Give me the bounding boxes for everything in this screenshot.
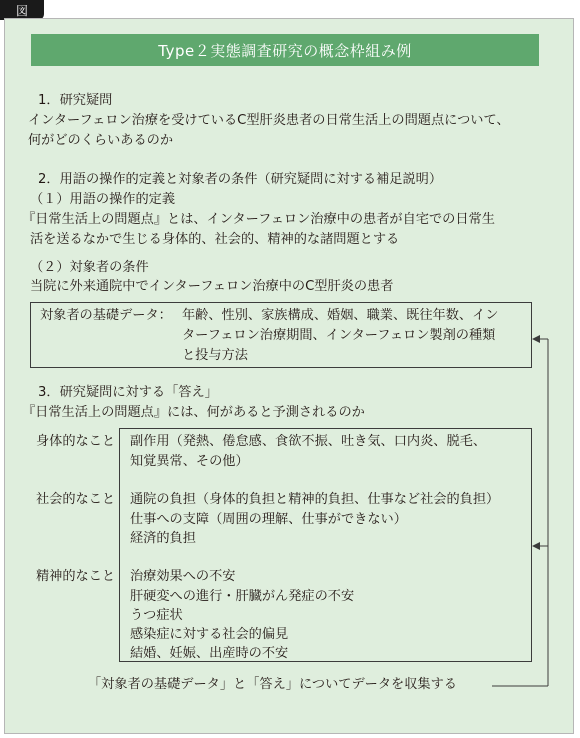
section2-sub1-text-line2: 活を送るなかで生じる身体的、社会的、精神的な諸問題とする bbox=[30, 232, 400, 247]
section3-text: 『日常生活上の問題点』には、何があると予測されるのか bbox=[22, 405, 365, 420]
category-social-label: 社会的なこと bbox=[36, 492, 116, 507]
physical-item: 副作用（発熱、倦怠感、食欲不振、吐き気、口内炎、脱毛、 bbox=[130, 434, 487, 449]
mental-item: 肝硬変への進行・肝臓がん発症の不安 bbox=[130, 589, 355, 604]
answers-arrowhead bbox=[532, 542, 540, 550]
basic-data-line1: 年齢、性別、家族構成、婚姻、職業、既往年数、イン bbox=[182, 308, 499, 323]
mental-item: 治療効果への不安 bbox=[130, 569, 236, 584]
section2-sub2-text: 当院に外来通院中でインターフェロン治療中のC型肝炎の患者 bbox=[30, 279, 394, 294]
section3-heading: 3．研究疑問に対する「答え」 bbox=[38, 385, 218, 400]
section1-text-line2: 何がどのくらいあるのか bbox=[28, 133, 174, 148]
section2-heading: 2．用語の操作的定義と対象者の条件（研究疑問に対する補足説明） bbox=[38, 172, 443, 187]
section1-heading: 1．研究疑問 bbox=[38, 93, 113, 108]
social-item: 通院の負担（身体的負担と精神的負担、仕事など社会的負担） bbox=[130, 492, 500, 507]
basic-data-line2: ターフェロン治療期間、インターフェロン製剤の種類 bbox=[182, 328, 496, 343]
mental-item: 結婚、妊娠、出産時の不安 bbox=[130, 646, 289, 661]
section2-sub2-heading: （２）対象者の条件 bbox=[30, 260, 149, 275]
mental-item: うつ症状 bbox=[130, 608, 183, 623]
figure-title: Type２実態調査研究の概念枠組み例 bbox=[158, 41, 412, 60]
basic-data-line3: と投与方法 bbox=[182, 348, 248, 363]
section2-sub1-text-line1: 『日常生活上の問題点』とは、インターフェロン治療中の患者が自宅での日常生 bbox=[22, 212, 495, 227]
social-item: 仕事への支障（周囲の理解、仕事ができない） bbox=[130, 512, 407, 527]
mental-item: 感染症に対する社会的偏見 bbox=[130, 627, 289, 642]
category-mental-label: 精神的なこと bbox=[36, 569, 116, 584]
basic-data-label: 対象者の基礎データ： bbox=[40, 308, 172, 323]
figure-tab-label: 図 bbox=[15, 3, 28, 18]
section1-text-line1: インターフェロン治療を受けているC型肝炎患者の日常生活上の問題点について、 bbox=[28, 113, 510, 128]
category-physical-label: 身体的なこと bbox=[36, 434, 116, 449]
basic-data-arrowhead bbox=[532, 335, 540, 343]
physical-item: 知覚異常、その他） bbox=[130, 454, 249, 469]
section2-sub1-heading: （１）用語の操作的定義 bbox=[30, 192, 176, 207]
social-item: 経済的負担 bbox=[130, 531, 196, 546]
footer-text: 「対象者の基礎データ」と「答え」についてデータを収集する bbox=[88, 677, 457, 692]
